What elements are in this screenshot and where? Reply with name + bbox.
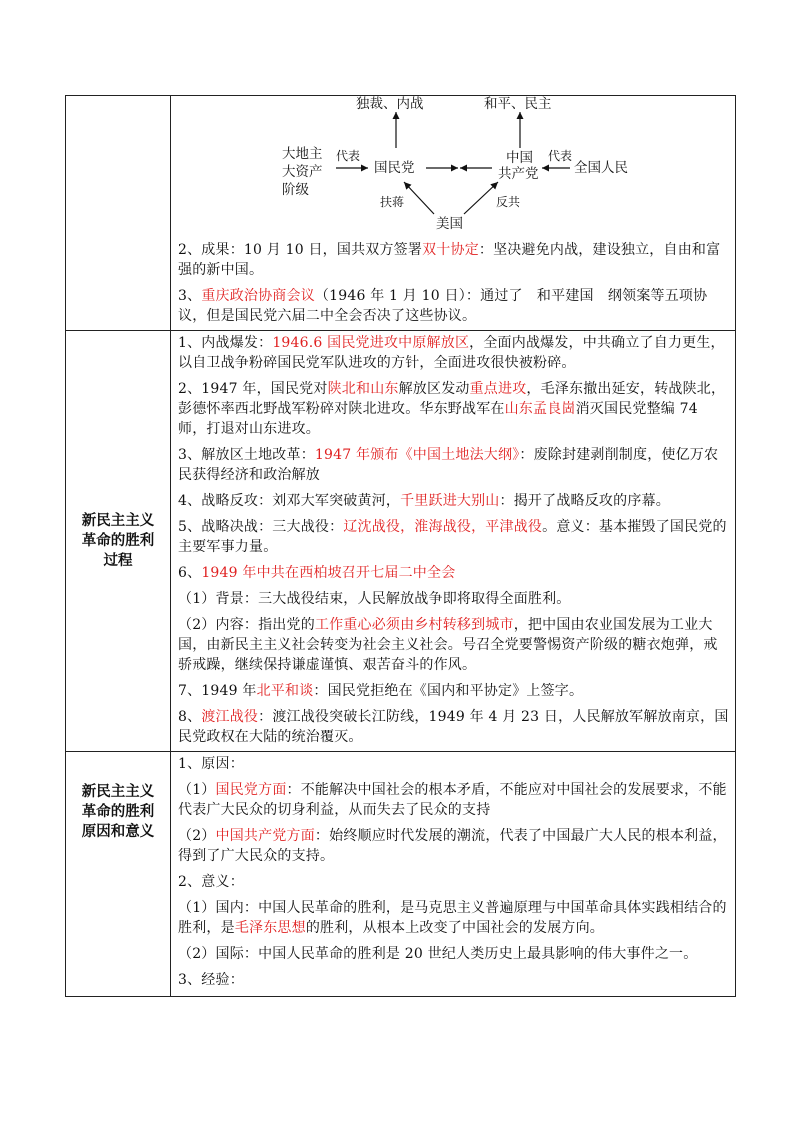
diagram-landlord-3: 阶级 — [282, 182, 309, 198]
paragraph-significance-international: （2）国际：中国人民革命的胜利是 20 世纪人类历史上最具影响的伟大事件之一。 — [178, 946, 698, 962]
text: ：废除封建剥削制度，使亿万农民获得经济和政治解放 — [178, 447, 719, 483]
paragraph-river-crossing — [178, 705, 729, 751]
text: 8、 — [178, 709, 202, 725]
text: （1946 年 1 月 10 日）：通过了 和平建国 纲领案等五项协议，但是国民党六届二中全会否决了这些协议。 — [178, 288, 708, 324]
paragraph-focused-attack — [178, 377, 729, 443]
highlight-text: 辽沈战役，淮海战役，平津战役 — [343, 519, 543, 535]
highlight-text: 国民党方面 — [215, 782, 287, 798]
text: 的胜利，从根本上改变了中国社会的发展方向。 — [305, 920, 605, 936]
paragraph-xibaipo-background: （1）背景：三大战役结束，人民解放战争即将取得全面胜利。 — [178, 591, 571, 607]
text: 2、成果：10 月 10 日，国共双方签署 — [178, 242, 423, 258]
row2-header-line2: 革命的胜利 — [81, 533, 155, 549]
row2-content-cell — [171, 331, 736, 752]
paragraph-pcc — [178, 284, 729, 330]
diagram-peace-democracy: 和平、民主 — [484, 96, 552, 112]
highlight-text: 北平和谈 — [256, 683, 314, 699]
paragraph-xibaipo — [178, 561, 729, 587]
text: ：渡江战役突破长江防线，1949 年 4 月 23 日，人民解放军解放南京，国民党政权在大陆的统治覆灭。 — [178, 709, 729, 745]
paragraph-significance-title: 2、意义： — [178, 874, 244, 890]
highlight-text: 1949 年中共在西柏坡召开七届二中全会 — [201, 565, 456, 581]
text: 2、1947 年，国民党对 — [178, 381, 328, 397]
row2-header-line1: 新民主主义 — [81, 513, 155, 529]
text: ，毛泽东撤出延安，转战陕北，彭德怀率西北野战军粉碎对陕北进攻。华东野战军在 — [178, 381, 726, 417]
paragraph-reason-ccp — [178, 824, 729, 870]
highlight-text: 重点进攻 — [469, 381, 527, 397]
diagram-represent-right: 代表 — [548, 149, 573, 163]
diagram-dictatorship-civilwar: 独裁、内战 — [356, 96, 424, 112]
diagram-usa: 美国 — [436, 216, 463, 232]
text: ：揭开了战略反攻的序幕。 — [499, 493, 670, 509]
paragraph-xibaipo-content — [178, 613, 729, 679]
text: 5、战略决战：三大战役： — [178, 519, 344, 535]
diagram-ccp-1: 中国 — [506, 150, 533, 166]
highlight-text: 1947 年颁布《中国土地法大纲》 — [314, 447, 520, 463]
row3-header-line3: 原因和意义 — [81, 824, 155, 840]
paragraph-significance-domestic — [178, 896, 729, 942]
text: ，全面内战爆发，中共确立了自力更生，以自卫战争粉碎国民党军队进攻的方针，全面进攻很快被粉碎。 — [178, 335, 725, 371]
text: （2） — [178, 828, 216, 844]
text: ，把中国由农业国发展为工业大国，由新民主主义社会转变为社会主义社会。号召全党要警惕资产阶级的糖衣炮弹，戒骄戒躁，继续保持谦虚谨慎、艰苦奋斗的作风。 — [178, 617, 718, 673]
highlight-text: 1946.6 国民党进攻中原解放区 — [272, 335, 470, 351]
row3-header-line1: 新民主主义 — [81, 784, 155, 800]
row3-header-cell — [66, 752, 171, 997]
text: （1）国内：中国人民革命的胜利，是马克思主义普遍原理与中国革命具体实践相结合的胜利，是 — [178, 900, 727, 936]
table-row-process — [66, 331, 736, 752]
text: 。意义：基本摧毁了国民党的主要军事力量。 — [178, 519, 727, 555]
diagram-landlord-2: 大资产 — [282, 164, 323, 180]
row3-content-cell — [171, 752, 736, 997]
text: （1） — [178, 782, 216, 798]
diagram-ccp-2: 共产党 — [498, 166, 539, 182]
text: 7、1949 年 — [178, 683, 257, 699]
paragraph-peiping-talks — [178, 679, 729, 705]
highlight-text: 渡江战役 — [201, 709, 259, 725]
diagram-anti-communist: 反共 — [496, 195, 521, 209]
row1-content-cell — [171, 96, 736, 331]
text: ：不能解决中国社会的根本矛盾，不能应对中国社会的发展要求，不能代表广大民众的切身利益，从而失去了民众的支持 — [178, 782, 727, 818]
row3-header-line2: 革命的胜利 — [81, 804, 155, 820]
paragraph-civil-war — [178, 331, 729, 377]
paragraph-reason-gmd — [178, 778, 729, 824]
paragraph-experience-title: 3、经验： — [178, 972, 244, 988]
highlight-text: 毛泽东思想 — [234, 920, 306, 936]
paragraph-result — [178, 238, 729, 284]
text: 6、 — [178, 565, 202, 581]
history-notes-table — [65, 95, 736, 997]
paragraph-decisive-battles — [178, 515, 729, 561]
diagram-all-people: 全国人民 — [574, 160, 628, 176]
diagram-support-chiang: 扶蒋 — [380, 195, 405, 209]
highlight-text: 山东孟良崮 — [504, 401, 576, 417]
row2-header-line3: 过程 — [103, 553, 133, 569]
table-row-chongqing — [66, 96, 736, 331]
highlight-text: 重庆政治协商会议 — [201, 288, 315, 304]
diagram-represent-left: 代表 — [336, 149, 361, 163]
text: ：始终顺应时代发展的潮流，代表了中国最广大人民的根本利益，得到了广大民众的支持。 — [178, 828, 727, 864]
text: （2）内容：指出党的 — [178, 617, 315, 633]
document-page — [65, 95, 736, 997]
text: 消灭国民党整编 74 师，打退对山东进攻。 — [178, 401, 698, 437]
paragraph-reasons-title: 1、原因： — [178, 756, 244, 772]
text: 3、 — [178, 288, 202, 304]
text: ：坚决避免内战，建设独立，自由和富强的新中国。 — [178, 242, 721, 278]
highlight-text: 陕北和山东 — [327, 381, 399, 397]
highlight-text: 双十协定 — [422, 242, 479, 258]
text: 1、内战爆发： — [178, 335, 273, 351]
highlight-text: 中国共产党方面 — [215, 828, 315, 844]
highlight-text: 千里跃进大别山 — [400, 493, 500, 509]
table-row-reasons — [66, 752, 736, 997]
diagram-gmd: 国民党 — [374, 160, 415, 176]
text: 3、解放区土地改革： — [178, 447, 315, 463]
highlight-text: 工作重心必须由乡村转移到城市 — [314, 617, 514, 633]
paragraph-counteroffensive — [178, 489, 729, 515]
paragraph-land-reform — [178, 443, 729, 489]
relationship-diagram — [178, 96, 729, 238]
diagram-landlord-1: 大地主 — [282, 146, 323, 162]
row1-header-cell — [66, 96, 171, 331]
text: 解放区发动 — [398, 381, 470, 397]
text: 4、战略反攻：刘邓大军突破黄河， — [178, 493, 401, 509]
text: ：国民党拒绝在《国内和平协定》上签字。 — [313, 683, 584, 699]
row2-header-cell — [66, 331, 171, 752]
